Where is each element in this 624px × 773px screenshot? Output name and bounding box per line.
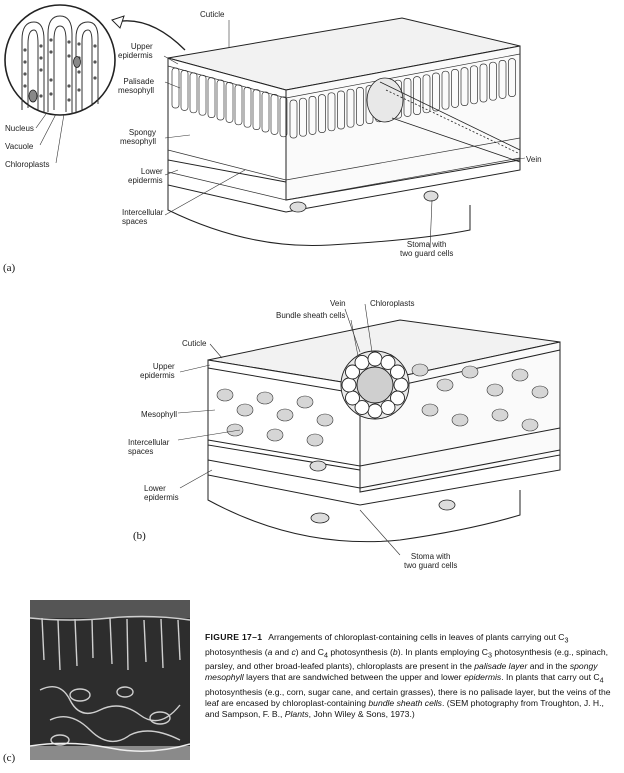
- panel-a-tag: (a): [3, 262, 16, 274]
- caption-text: and: [272, 646, 292, 657]
- mesophyll-cell: [532, 386, 548, 398]
- caption-text: photosynthesis (e.g., corn, sugar cane, and certain grasses), there is no palisade layer, but the veins of the leaf are encased by chloroplast-containing: [205, 687, 611, 709]
- magnified-palisade-cells: [5, 5, 115, 115]
- label-upper-epidermis-a: Upper epidermis: [118, 42, 153, 60]
- figure-caption: [205, 632, 615, 720]
- label-chloroplasts-a: Chloroplasts: [5, 160, 50, 169]
- mesophyll-cell: [217, 389, 233, 401]
- caption-italic: a: [267, 646, 273, 657]
- caption-italic: epidermis: [463, 672, 502, 683]
- caption-italic: spongy mesophyll: [205, 661, 598, 683]
- bundle-sheath-cell: [345, 391, 359, 405]
- mesophyll-cell: [412, 364, 428, 376]
- label-chloroplasts-b: Chloroplasts: [370, 299, 415, 308]
- caption-sub: 3: [564, 636, 569, 645]
- mesophyll-cell: [452, 414, 468, 426]
- mesophyll-cell: [422, 404, 438, 416]
- label-spongy-a: Spongy mesophyll: [120, 128, 157, 146]
- caption-sub: 3: [487, 651, 492, 660]
- mesophyll-cell: [437, 379, 453, 391]
- label-stoma-b: Stoma with two guard cells: [404, 552, 458, 570]
- caption-text: , John Wiley & Sons, 1973.): [308, 709, 415, 720]
- caption-text: photosynthesis (e.g., spinach, parsley, and other broad-leafed plants), chloroplasts are present in the: [205, 646, 609, 672]
- label-vein-b: Vein: [330, 299, 346, 308]
- label-mesophyll-b: Mesophyll: [141, 410, 178, 419]
- bundle-sheath-cell: [381, 401, 395, 415]
- label-vein-a: Vein: [526, 155, 542, 164]
- mesophyll-cell: [522, 419, 538, 431]
- mesophyll-cell: [317, 414, 333, 426]
- mesophyll-cell: [267, 429, 283, 441]
- caption-italic: Plants: [284, 709, 309, 720]
- label-cuticle-a: Cuticle: [200, 10, 225, 19]
- panel-b-bundle-sheath: [341, 351, 409, 419]
- label-bundle-sheath: Bundle sheath cells: [276, 311, 346, 320]
- caption-text: ) and C: [295, 646, 324, 657]
- label-palisade-a: Palisade mesophyll: [118, 77, 155, 95]
- mesophyll-cell: [237, 404, 253, 416]
- caption-sub: 4: [323, 651, 328, 660]
- caption-text: photosynthesis (: [327, 646, 393, 657]
- sem-micrograph: [30, 600, 190, 760]
- panel-b-tag: (b): [133, 530, 146, 542]
- bundle-sheath-cell: [391, 365, 405, 379]
- caption-text: Arrangements of chloroplast-containing cells in leaves of plants carrying out C: [268, 632, 565, 642]
- label-nucleus: Nucleus: [5, 124, 34, 133]
- label-lower-epidermis-b: Lower epidermis: [144, 484, 179, 502]
- caption-text: ). In plants employing C: [397, 646, 488, 657]
- bundle-sheath-cell: [368, 352, 382, 366]
- bundle-sheath-cell: [368, 404, 382, 418]
- label-intercellular-a: Intercellular spaces: [122, 208, 164, 226]
- caption-text: photosynthesis (: [205, 646, 268, 657]
- bundle-sheath-cell: [342, 378, 356, 392]
- mesophyll-cell: [277, 409, 293, 421]
- caption-italic: b: [392, 646, 398, 657]
- panel-a-block: [168, 18, 520, 246]
- mesophyll-cell: [512, 369, 528, 381]
- mesophyll-cell: [297, 396, 313, 408]
- label-stoma-a: Stoma with two guard cells: [400, 240, 454, 258]
- caption-italic: bundle sheath cells: [368, 698, 442, 709]
- caption-sub: 4: [599, 677, 604, 686]
- mesophyll-cell: [227, 424, 243, 436]
- caption-text: and in the: [527, 661, 570, 672]
- caption-text: . (SEM photography from Troughton, J. H., and Sampson, F. B.,: [205, 698, 604, 720]
- caption-text: . In plants that carry out C: [501, 672, 600, 683]
- bundle-sheath-cell: [355, 355, 369, 369]
- panel-c-tag: (c): [3, 752, 16, 764]
- label-upper-epidermis-b: Upper epidermis: [140, 362, 175, 380]
- caption-italic: c: [291, 646, 296, 657]
- label-intercellular-b: Intercellular spaces: [128, 438, 170, 456]
- panel-a-stoma: [290, 202, 306, 212]
- mesophyll-cell: [462, 366, 478, 378]
- mesophyll-cell: [492, 409, 508, 421]
- mesophyll-cell: [487, 384, 503, 396]
- label-vacuole: Vacuole: [5, 142, 34, 151]
- bundle-sheath-cell: [394, 378, 408, 392]
- label-cuticle-b: Cuticle: [182, 339, 207, 348]
- label-lower-epidermis-a: Lower epidermis: [128, 167, 163, 185]
- figure-label: FIGURE 17–1: [205, 632, 263, 642]
- caption-italic: palisade layer: [474, 661, 528, 672]
- mesophyll-cell: [307, 434, 323, 446]
- mesophyll-cell: [257, 392, 273, 404]
- caption-text: layers that are sandwiched between the upper and lower: [243, 672, 464, 683]
